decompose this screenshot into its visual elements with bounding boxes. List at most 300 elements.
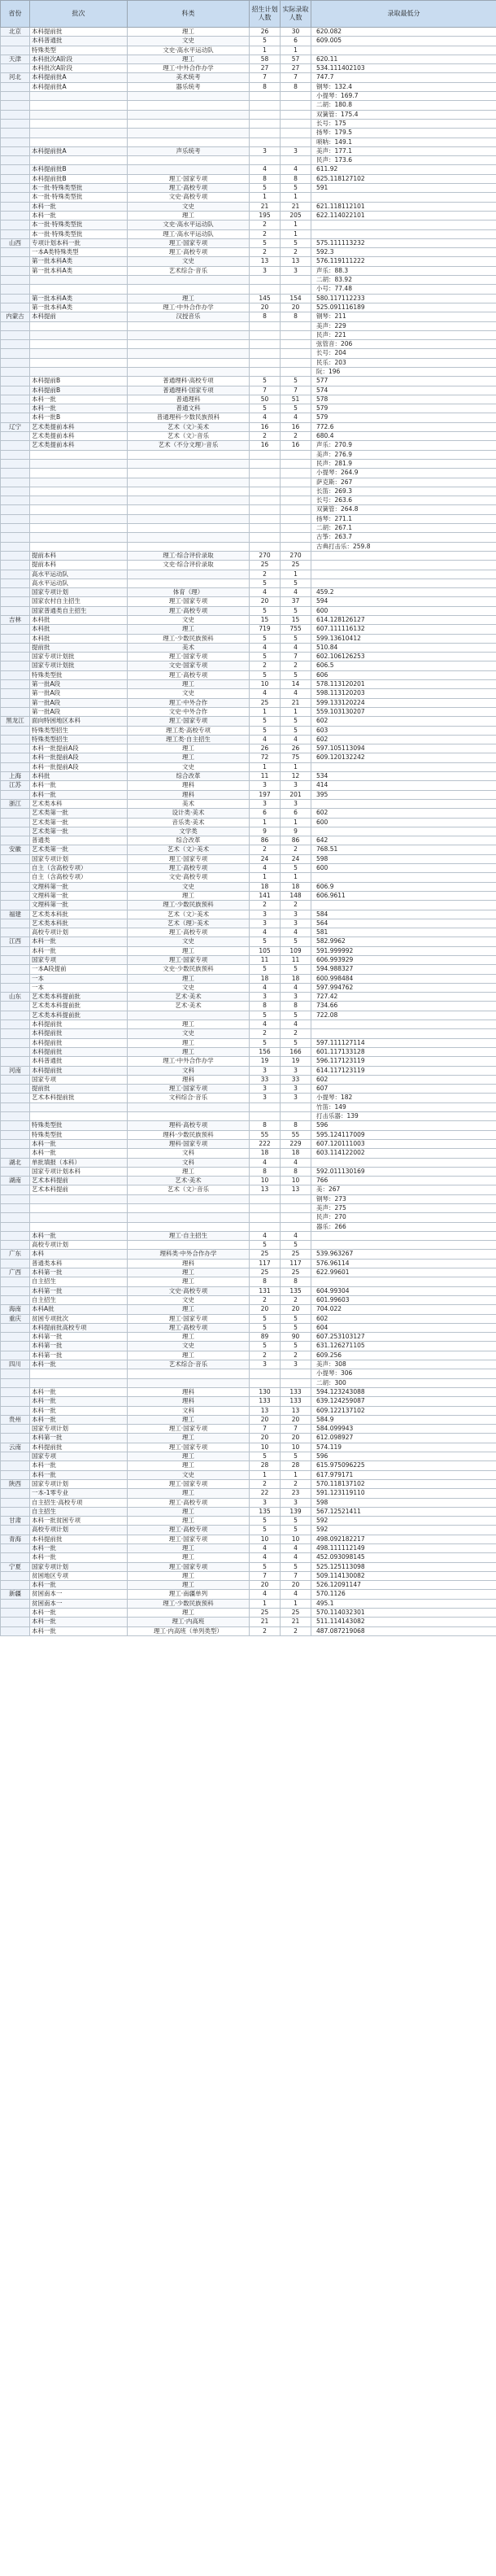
cell-type: 理工·国家专项: [128, 1479, 250, 1488]
cell-min-score: 575.111113232: [311, 238, 496, 247]
cell-type: 理工·国家专项: [128, 1314, 250, 1323]
table-row: [1, 993, 496, 1002]
cell-type: [128, 321, 250, 330]
cell-province: 内蒙古: [1, 312, 30, 321]
cell-plan: 4: [250, 643, 281, 652]
cell-admitted: 20: [281, 1434, 311, 1443]
cell-province: [1, 533, 30, 542]
cell-plan: 1: [250, 707, 281, 716]
cell-province: [1, 1194, 30, 1203]
table-row: [1, 441, 496, 450]
cell-plan: 2: [250, 570, 281, 579]
cell-batch: 本科一批: [30, 1470, 128, 1479]
cell-plan: 21: [250, 202, 281, 211]
cell-province: [1, 367, 30, 376]
cell-admitted: 7: [281, 1425, 311, 1434]
cell-plan: 5: [250, 37, 281, 46]
cell-batch: [30, 358, 128, 367]
cell-plan: [250, 156, 281, 165]
table-row: [1, 1286, 496, 1295]
cell-type: 理科: [128, 1259, 250, 1268]
cell-plan: 3: [250, 1360, 281, 1369]
cell-type: 文史: [128, 37, 250, 46]
cell-plan: [250, 1222, 281, 1231]
cell-province: [1, 1609, 30, 1618]
cell-type: 艺术（文）·美术: [128, 845, 250, 854]
cell-admitted: 5: [281, 864, 311, 873]
cell-plan: 197: [250, 790, 281, 799]
table-row: [1, 386, 496, 395]
cell-batch: 本科一批: [30, 790, 128, 799]
cell-admitted: 5: [281, 1323, 311, 1332]
cell-batch: 本科提前批: [30, 1066, 128, 1075]
cell-min-score: [311, 827, 496, 836]
cell-plan: [250, 1213, 281, 1222]
cell-type: 文史: [128, 1029, 250, 1038]
cell-min-score: 600: [311, 818, 496, 827]
cell-admitted: 27: [281, 64, 311, 73]
table-row: [1, 689, 496, 698]
cell-province: [1, 1378, 30, 1387]
cell-admitted: 5: [281, 404, 311, 413]
cell-plan: [250, 138, 281, 146]
cell-province: [1, 965, 30, 974]
cell-min-score: 二胡：300: [311, 1378, 496, 1387]
cell-type: 理工: [128, 1507, 250, 1516]
cell-min-score: 竹笛：149: [311, 1102, 496, 1111]
cell-plan: [250, 110, 281, 119]
cell-min-score: 钢琴：211: [311, 312, 496, 321]
table-row: [1, 193, 496, 202]
cell-admitted: 4: [281, 1020, 311, 1029]
cell-plan: [250, 459, 281, 468]
cell-min-score: [311, 1029, 496, 1038]
cell-batch: 第一批A段: [30, 698, 128, 707]
cell-admitted: [281, 505, 311, 514]
cell-type: 理工·高校专项: [128, 1498, 250, 1507]
cell-province: [1, 946, 30, 955]
cell-province: [1, 294, 30, 303]
cell-batch: 第一批A段: [30, 707, 128, 716]
cell-batch: 自主招生: [30, 1277, 128, 1286]
cell-batch: 本科一批: [30, 1626, 128, 1635]
table-row: [1, 524, 496, 533]
cell-province: [1, 854, 30, 863]
cell-min-score: 534: [311, 772, 496, 781]
cell-plan: 4: [250, 1590, 281, 1599]
cell-admitted: 9: [281, 827, 311, 836]
cell-admitted: 166: [281, 1047, 311, 1056]
table-row: [1, 781, 496, 790]
cell-type: [128, 156, 250, 165]
cell-admitted: [281, 138, 311, 146]
cell-type: 汉授音乐: [128, 312, 250, 321]
cell-batch: 本科提前批: [30, 1047, 128, 1056]
cell-min-score: 576.96114: [311, 1259, 496, 1268]
cell-province: [1, 928, 30, 937]
cell-plan: [250, 276, 281, 285]
cell-batch: [30, 505, 128, 514]
table-row: [1, 928, 496, 937]
cell-plan: 3: [250, 1085, 281, 1094]
cell-province: [1, 1286, 30, 1295]
cell-plan: 50: [250, 395, 281, 404]
table-row: [1, 1268, 496, 1277]
cell-plan: 4: [250, 1543, 281, 1552]
cell-province: 江苏: [1, 781, 30, 790]
cell-batch: 国家专项计划: [30, 588, 128, 597]
cell-plan: [250, 450, 281, 459]
cell-plan: 19: [250, 1057, 281, 1066]
cell-min-score: [311, 901, 496, 910]
cell-min-score: [311, 561, 496, 570]
cell-admitted: 30: [281, 28, 311, 37]
cell-admitted: 117: [281, 1259, 311, 1268]
cell-batch: [30, 533, 128, 542]
cell-batch: 艺术本科提前: [30, 1177, 128, 1185]
cell-type: 文史: [128, 1470, 250, 1479]
cell-admitted: 8: [281, 312, 311, 321]
cell-type: 理工: [128, 680, 250, 689]
cell-admitted: [281, 330, 311, 339]
table-row: [1, 1121, 496, 1130]
cell-type: 理工·高校专项: [128, 864, 250, 873]
cell-type: 理工: [128, 1461, 250, 1470]
cell-min-score: 597.111127114: [311, 1038, 496, 1047]
cell-plan: 135: [250, 1507, 281, 1516]
cell-province: [1, 129, 30, 138]
cell-batch: 艺术类提前本科: [30, 422, 128, 431]
cell-province: 宁夏: [1, 1562, 30, 1571]
table-row: [1, 1139, 496, 1148]
cell-province: [1, 340, 30, 349]
cell-plan: 8: [250, 1002, 281, 1011]
cell-plan: 5: [250, 1241, 281, 1250]
cell-province: [1, 1333, 30, 1342]
cell-batch: 本科批: [30, 625, 128, 634]
cell-min-score: 598.113120203: [311, 689, 496, 698]
table-row: [1, 1149, 496, 1158]
cell-province: [1, 1351, 30, 1360]
table-row: [1, 1066, 496, 1075]
cell-type: 美术: [128, 799, 250, 808]
cell-province: [1, 349, 30, 358]
cell-type: 理工: [128, 1489, 250, 1498]
cell-type: [128, 1222, 250, 1231]
cell-batch: 本科一批: [30, 1543, 128, 1552]
table-row: [1, 220, 496, 229]
cell-type: 理工·高校专项: [128, 184, 250, 193]
cell-admitted: 2: [281, 1029, 311, 1038]
cell-plan: 3: [250, 1066, 281, 1075]
cell-plan: 7: [250, 386, 281, 395]
cell-type: 理工·中外合作办学: [128, 303, 250, 312]
cell-plan: 4: [250, 864, 281, 873]
cell-plan: 1: [250, 1470, 281, 1479]
cell-province: 四川: [1, 1360, 30, 1369]
table-row: [1, 561, 496, 570]
table-row: [1, 1378, 496, 1387]
cell-province: [1, 1434, 30, 1443]
cell-min-score: 498.111112149: [311, 1543, 496, 1552]
cell-type: 理工: [128, 625, 250, 634]
cell-type: 理工·国家专项: [128, 717, 250, 726]
cell-min-score: 602: [311, 1075, 496, 1084]
cell-type: 理工·国家专项: [128, 1562, 250, 1571]
cell-type: 体育（理）: [128, 588, 250, 597]
cell-plan: [250, 129, 281, 138]
cell-min-score: 美声：276.9: [311, 450, 496, 459]
cell-admitted: 5: [281, 965, 311, 974]
cell-min-score: 长号：175: [311, 119, 496, 128]
cell-admitted: 2: [281, 248, 311, 257]
cell-min-score: 614.117123119: [311, 1066, 496, 1075]
cell-min-score: 595.124117009: [311, 1130, 496, 1139]
cell-type: [128, 459, 250, 468]
cell-admitted: 16: [281, 441, 311, 450]
cell-plan: 3: [250, 919, 281, 928]
table-row: [1, 1020, 496, 1029]
cell-batch: [30, 487, 128, 496]
cell-province: [1, 1094, 30, 1102]
header-admitted: 实际录取人数: [281, 1, 311, 28]
cell-admitted: [281, 1369, 311, 1378]
cell-plan: 5: [250, 1526, 281, 1535]
cell-min-score: 639.124259087: [311, 1397, 496, 1406]
cell-batch: 本科一批: [30, 1461, 128, 1470]
cell-min-score: 小提琴：169.7: [311, 92, 496, 101]
cell-admitted: 5: [281, 1241, 311, 1250]
cell-min-score: 510.84: [311, 643, 496, 652]
cell-province: 安徽: [1, 845, 30, 854]
cell-province: [1, 266, 30, 275]
table-row: [1, 836, 496, 845]
cell-type: 理工·国家专项: [128, 854, 250, 863]
cell-plan: 7: [250, 73, 281, 82]
cell-province: 湖北: [1, 1158, 30, 1167]
cell-province: 辽宁: [1, 422, 30, 431]
cell-type: [128, 570, 250, 579]
cell-type: 声乐统考: [128, 146, 250, 155]
cell-batch: 自主（含高校专项）: [30, 873, 128, 882]
cell-type: 理工·国家专项: [128, 1425, 250, 1434]
cell-province: [1, 597, 30, 606]
cell-province: [1, 891, 30, 900]
cell-batch: 特殊类型批: [30, 1130, 128, 1139]
table-row: [1, 1158, 496, 1167]
cell-admitted: 2: [281, 661, 311, 670]
table-row: [1, 533, 496, 542]
cell-batch: 自主招生·高校专项: [30, 1498, 128, 1507]
table-row: [1, 1470, 496, 1479]
cell-admitted: 5: [281, 726, 311, 735]
table-row: [1, 1029, 496, 1038]
table-row: [1, 37, 496, 46]
table-row: [1, 92, 496, 101]
cell-plan: 1: [250, 873, 281, 882]
cell-type: 理工: [128, 1351, 250, 1360]
cell-admitted: 5: [281, 717, 311, 726]
cell-type: [128, 165, 250, 174]
cell-admitted: 5: [281, 184, 311, 193]
table-row: [1, 1167, 496, 1176]
table-row: [1, 1489, 496, 1498]
cell-type: 理工: [128, 1609, 250, 1618]
cell-batch: 本科提前批B: [30, 174, 128, 183]
cell-admitted: 10: [281, 1535, 311, 1543]
cell-admitted: 26: [281, 744, 311, 753]
cell-plan: 5: [250, 1038, 281, 1047]
cell-province: [1, 248, 30, 257]
cell-admitted: 7: [281, 73, 311, 82]
cell-admitted: 37: [281, 597, 311, 606]
cell-province: [1, 524, 30, 533]
table-row: [1, 1434, 496, 1443]
cell-plan: [250, 1112, 281, 1121]
cell-type: [128, 487, 250, 496]
cell-province: [1, 46, 30, 55]
cell-plan: 145: [250, 294, 281, 303]
cell-province: [1, 1222, 30, 1231]
table-row: [1, 1305, 496, 1314]
cell-province: [1, 193, 30, 202]
table-row: [1, 606, 496, 615]
cell-province: [1, 689, 30, 698]
cell-type: 理工: [128, 946, 250, 955]
cell-province: [1, 561, 30, 570]
cell-type: 文史·高水平运动队: [128, 220, 250, 229]
table-row: [1, 64, 496, 73]
cell-type: 普通文科: [128, 404, 250, 413]
cell-min-score: 559.103130207: [311, 707, 496, 716]
cell-admitted: 109: [281, 946, 311, 955]
table-row: [1, 303, 496, 312]
cell-admitted: [281, 349, 311, 358]
cell-min-score: 592.011130169: [311, 1167, 496, 1176]
cell-province: [1, 744, 30, 753]
cell-province: [1, 955, 30, 964]
cell-admitted: 2: [281, 1626, 311, 1635]
cell-admitted: 25: [281, 1609, 311, 1618]
cell-type: 理工: [128, 1333, 250, 1342]
cell-min-score: 604.99304: [311, 1286, 496, 1295]
cell-province: [1, 1057, 30, 1066]
table-row: [1, 1369, 496, 1378]
cell-min-score: 民声：270: [311, 1213, 496, 1222]
table-row: [1, 670, 496, 679]
cell-min-score: 498.092182217: [311, 1535, 496, 1543]
table-row: [1, 616, 496, 625]
table-row: [1, 1498, 496, 1507]
table-row: [1, 1259, 496, 1268]
cell-admitted: 1: [281, 570, 311, 579]
table-row: [1, 901, 496, 910]
cell-plan: 7: [250, 1571, 281, 1580]
table-row: [1, 358, 496, 367]
cell-plan: 20: [250, 303, 281, 312]
cell-type: [128, 533, 250, 542]
table-row: [1, 257, 496, 266]
cell-min-score: 美声：177.1: [311, 146, 496, 155]
cell-admitted: [281, 156, 311, 165]
cell-type: [128, 285, 250, 294]
cell-province: [1, 1121, 30, 1130]
cell-admitted: [281, 542, 311, 551]
cell-batch: 本科提前批A: [30, 73, 128, 82]
cell-batch: 贫困地区专项: [30, 1571, 128, 1580]
cell-province: [1, 1425, 30, 1434]
cell-min-score: 642: [311, 836, 496, 845]
cell-min-score: 621.118112101: [311, 202, 496, 211]
cell-plan: 20: [250, 597, 281, 606]
cell-batch: [30, 542, 128, 551]
cell-min-score: 民乐：203: [311, 358, 496, 367]
cell-plan: 1: [250, 818, 281, 827]
header-province: 省份: [1, 1, 30, 28]
cell-plan: 270: [250, 551, 281, 560]
cell-type: 理科·高校专项: [128, 1121, 250, 1130]
cell-min-score: 772.6: [311, 422, 496, 431]
cell-type: 文科: [128, 1149, 250, 1158]
cell-province: [1, 110, 30, 119]
table-row: [1, 1177, 496, 1185]
table-row: [1, 1507, 496, 1516]
cell-plan: [250, 330, 281, 339]
table-row: [1, 864, 496, 873]
cell-province: [1, 836, 30, 845]
table-row: [1, 349, 496, 358]
cell-min-score: 615.975096225: [311, 1461, 496, 1470]
cell-province: [1, 165, 30, 174]
cell-type: 理科: [128, 790, 250, 799]
cell-min-score: 747.7: [311, 73, 496, 82]
cell-province: [1, 726, 30, 735]
cell-min-score: 526.12091147: [311, 1581, 496, 1590]
cell-type: 文科: [128, 1158, 250, 1167]
cell-batch: 国家专项计划本科: [30, 1167, 128, 1176]
cell-admitted: 1: [281, 818, 311, 827]
cell-min-score: 600: [311, 606, 496, 615]
cell-province: [1, 1259, 30, 1268]
cell-province: 广东: [1, 1250, 30, 1259]
cell-min-score: [311, 551, 496, 560]
cell-province: [1, 211, 30, 220]
cell-admitted: [281, 514, 311, 523]
cell-min-score: 592: [311, 1526, 496, 1535]
table-row: [1, 1397, 496, 1406]
cell-batch: [30, 138, 128, 146]
cell-admitted: 13: [281, 1406, 311, 1415]
cell-type: [128, 514, 250, 523]
cell-type: 文史: [128, 1342, 250, 1351]
table-row: [1, 597, 496, 606]
cell-min-score: 双簧管：264.8: [311, 505, 496, 514]
cell-admitted: 7: [281, 1571, 311, 1580]
cell-batch: 艺术类第一批: [30, 809, 128, 818]
cell-min-score: 607.253103127: [311, 1333, 496, 1342]
cell-batch: [30, 110, 128, 119]
cell-province: [1, 1452, 30, 1461]
cell-plan: 33: [250, 1075, 281, 1084]
table-row: [1, 1517, 496, 1526]
cell-province: [1, 496, 30, 505]
cell-min-score: 603.114122002: [311, 1149, 496, 1158]
cell-province: [1, 1626, 30, 1635]
cell-plan: 3: [250, 1498, 281, 1507]
table-row: [1, 1360, 496, 1369]
cell-admitted: 25: [281, 561, 311, 570]
cell-admitted: 5: [281, 1526, 311, 1535]
